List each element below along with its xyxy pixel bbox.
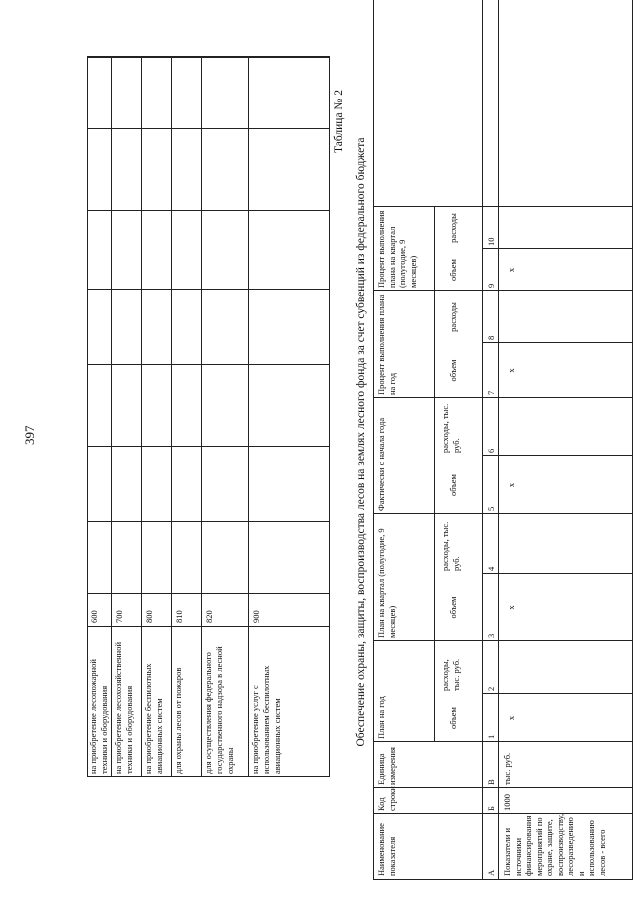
data-row-name: Показатели и источники финансирования мероприятий по охране, защите, воспроизводству, лесоразведению и использованию лесов - всего (502, 813, 607, 876)
row-code: 810 (172, 594, 201, 627)
column-number: 6 (486, 448, 496, 453)
column-divider (87, 364, 330, 365)
page-number: 397 (22, 425, 37, 445)
row-code: 820 (202, 594, 248, 627)
column-divider (87, 210, 330, 211)
header-code: Код строки (376, 786, 397, 811)
row-code: 800 (142, 594, 171, 627)
header-actual: Фактически с начала года (376, 417, 386, 511)
row-code: 700 (112, 594, 141, 627)
header-plan-quarter: План на квартал (полугодие, 9 месяцев) (376, 528, 397, 638)
data-cell (504, 641, 508, 694)
column-number: 4 (486, 566, 496, 571)
data-cell (504, 514, 508, 574)
data-cell (504, 207, 508, 249)
data-cell: х (506, 368, 516, 373)
header-pct-quarter: Процент выполнения плана на квартал (полугодие, 9 месяцев) (376, 210, 418, 288)
column-number: 1 (486, 734, 496, 739)
value-columns (87, 57, 330, 594)
subheader-volume: объем (448, 259, 458, 281)
row-label: на приобретение лесохозяйственной техники и оборудования (113, 641, 134, 774)
top-continuation-table (87, 57, 330, 777)
subheader-volume: объем (448, 474, 458, 496)
data-cell: х (506, 267, 516, 273)
column-divider (87, 56, 330, 57)
table-caption: Таблица № 2 (333, 89, 345, 153)
data-cell (504, 398, 508, 456)
subheader-volume: объем (448, 707, 458, 729)
data-cell: х (506, 482, 516, 488)
table-title: Обеспечение охраны, защиты, воспроизводства лесов на землях лесного фонда за счет субвенций из федерального бюджета (355, 137, 367, 747)
row-label: на приобретение лесопожарной техники и оборудования (88, 659, 109, 774)
column-number: 9 (486, 283, 496, 288)
column-number: 2 (486, 686, 496, 691)
column-number: А (486, 869, 496, 876)
header-plan-year: План на год (376, 696, 386, 739)
row-code: 900 (249, 594, 330, 627)
data-cell (504, 291, 508, 343)
subheader-expenses: расходы, тыс. руб. (440, 658, 461, 691)
column-number: 3 (486, 633, 496, 638)
column-divider (87, 289, 330, 290)
header-unit: Единица измерения (376, 747, 397, 785)
row-label: для охраны лесов от пожаров (173, 667, 183, 774)
data-cell: х (506, 715, 516, 721)
column-divider (87, 446, 330, 447)
subheader-volume: объем (448, 359, 458, 382)
column-divider (87, 128, 330, 129)
column-number: 8 (486, 335, 496, 340)
data-cell: х (506, 605, 516, 610)
header-pct-year: Процент выполнения плана на год (376, 294, 397, 395)
column-number: 5 (486, 506, 496, 511)
column-number: Б (486, 806, 496, 811)
column-number: 10 (486, 237, 496, 246)
row-code: 600 (87, 594, 111, 627)
column-divider (87, 521, 330, 522)
grid-line (434, 207, 435, 742)
row-label: для осуществления федерального государственного надзора в лесной охраны (203, 646, 235, 774)
table-2 (373, 0, 633, 880)
subheader-expenses: расходы, тыс. руб. (440, 521, 461, 571)
column-divider (87, 593, 330, 594)
data-row-unit: тыс. руб. (502, 752, 512, 785)
subheader-volume: объем (448, 596, 458, 619)
row-label: на приобретение услуг с использованием беспилотных авиационных систем (250, 665, 282, 774)
subheader-expenses: расходы, тыс. руб. (440, 403, 461, 453)
header-name: Наименование показателя (376, 823, 397, 876)
subheader-expenses: расходы (448, 302, 458, 332)
column-number: В (486, 779, 496, 785)
column-number: 7 (486, 390, 496, 395)
data-row-code: 1000 (502, 794, 512, 811)
row-label: на приобретение беспилотных авиационных систем (143, 663, 164, 774)
grid-line (482, 0, 483, 879)
subheader-expenses: расходы (448, 213, 458, 243)
